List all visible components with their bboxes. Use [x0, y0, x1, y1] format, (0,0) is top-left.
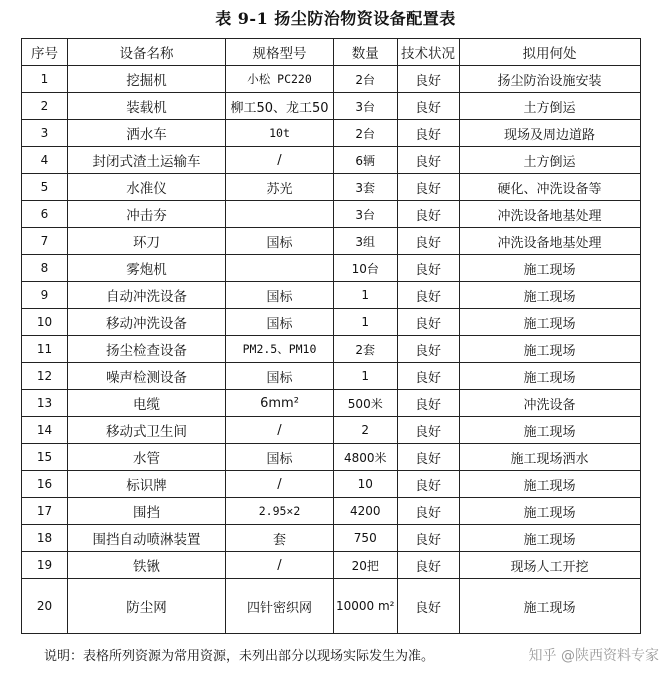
cell-status: 良好	[397, 336, 459, 363]
cell-use: 施工现场	[459, 309, 640, 336]
table-row	[22, 120, 641, 147]
cell-status: 良好	[397, 201, 459, 228]
cell-spec: 苏光	[226, 174, 334, 201]
table-row	[22, 471, 641, 498]
table-row	[22, 282, 641, 309]
cell-spec: 国标	[226, 309, 334, 336]
cell-use: 施工现场	[459, 417, 640, 444]
cell-spec: 柳工50、龙工50	[226, 93, 334, 120]
cell-qty: 3组	[334, 228, 398, 255]
table-row	[22, 66, 641, 93]
cell-status: 良好	[397, 579, 459, 634]
cell-no: 14	[22, 417, 68, 444]
table-row	[22, 93, 641, 120]
cell-name: 装载机	[68, 93, 226, 120]
cell-status: 良好	[397, 552, 459, 579]
cell-name: 移动冲洗设备	[68, 309, 226, 336]
cell-qty: 2套	[334, 336, 398, 363]
cell-spec: 2.95×2	[226, 498, 334, 525]
cell-status: 良好	[397, 471, 459, 498]
cell-qty: 3台	[334, 93, 398, 120]
watermark: 知乎 @陕西资料专家	[528, 648, 659, 664]
cell-status: 良好	[397, 498, 459, 525]
cell-use: 扬尘防治设施安装	[459, 66, 640, 93]
cell-use: 施工现场	[459, 282, 640, 309]
cell-no: 9	[22, 282, 68, 309]
cell-name: 扬尘检查设备	[68, 336, 226, 363]
cell-qty: 1	[334, 282, 398, 309]
cell-status: 良好	[397, 147, 459, 174]
cell-name: 铁锹	[68, 552, 226, 579]
cell-spec: /	[226, 147, 334, 174]
table-title: 表 9-1 扬尘防治物资设备配置表	[215, 9, 456, 28]
cell-use: 土方倒运	[459, 93, 640, 120]
header-name: 设备名称	[68, 39, 226, 66]
cell-no: 8	[22, 255, 68, 282]
table-row	[22, 255, 641, 282]
header-use: 拟用何处	[459, 39, 640, 66]
cell-name: 围挡自动喷淋装置	[68, 525, 226, 552]
cell-status: 良好	[397, 390, 459, 417]
cell-qty: 750	[334, 525, 398, 552]
cell-spec: 国标	[226, 363, 334, 390]
cell-name: 洒水车	[68, 120, 226, 147]
cell-spec: 国标	[226, 282, 334, 309]
cell-name: 封闭式渣土运输车	[68, 147, 226, 174]
table-row	[22, 498, 641, 525]
table-row	[22, 336, 641, 363]
cell-spec: 6mm²	[226, 390, 334, 417]
cell-no: 6	[22, 201, 68, 228]
cell-status: 良好	[397, 417, 459, 444]
cell-name: 挖掘机	[68, 66, 226, 93]
cell-status: 良好	[397, 444, 459, 471]
cell-spec: 国标	[226, 444, 334, 471]
header-qty: 数量	[334, 39, 398, 66]
table-row	[22, 525, 641, 552]
cell-no: 11	[22, 336, 68, 363]
cell-use: 土方倒运	[459, 147, 640, 174]
cell-use: 施工现场	[459, 336, 640, 363]
table-row	[22, 147, 641, 174]
cell-use: 现场及周边道路	[459, 120, 640, 147]
cell-no: 20	[22, 579, 68, 634]
cell-name: 水管	[68, 444, 226, 471]
header-no: 序号	[22, 39, 68, 66]
cell-name: 冲击夯	[68, 201, 226, 228]
cell-spec: 小松 PC220	[226, 66, 334, 93]
cell-spec: 套	[226, 525, 334, 552]
cell-qty: 10台	[334, 255, 398, 282]
cell-no: 5	[22, 174, 68, 201]
cell-status: 良好	[397, 282, 459, 309]
cell-status: 良好	[397, 228, 459, 255]
table-row	[22, 390, 641, 417]
cell-status: 良好	[397, 120, 459, 147]
cell-qty: 4200	[334, 498, 398, 525]
cell-qty: 1	[334, 309, 398, 336]
cell-status: 良好	[397, 174, 459, 201]
table-header-row	[22, 39, 641, 66]
header-spec: 规格型号	[226, 39, 334, 66]
cell-use: 施工现场洒水	[459, 444, 640, 471]
cell-qty: 3套	[334, 174, 398, 201]
cell-status: 良好	[397, 255, 459, 282]
table-row	[22, 444, 641, 471]
cell-no: 10	[22, 309, 68, 336]
cell-status: 良好	[397, 363, 459, 390]
cell-name: 防尘网	[68, 579, 226, 634]
cell-status: 良好	[397, 93, 459, 120]
cell-no: 7	[22, 228, 68, 255]
cell-qty: 2台	[334, 120, 398, 147]
cell-status: 良好	[397, 66, 459, 93]
cell-name: 噪声检测设备	[68, 363, 226, 390]
cell-use: 现场人工开挖	[459, 552, 640, 579]
table-row	[22, 201, 641, 228]
cell-name: 雾炮机	[68, 255, 226, 282]
cell-qty: 10	[334, 471, 398, 498]
cell-spec: /	[226, 552, 334, 579]
table-row	[22, 174, 641, 201]
cell-name: 移动式卫生间	[68, 417, 226, 444]
cell-name: 环刀	[68, 228, 226, 255]
cell-use: 施工现场	[459, 525, 640, 552]
cell-status: 良好	[397, 309, 459, 336]
cell-spec: 国标	[226, 228, 334, 255]
cell-qty: 3台	[334, 201, 398, 228]
header-status: 技术状况	[397, 39, 459, 66]
cell-spec	[226, 255, 334, 282]
equipment-table	[21, 38, 641, 634]
cell-use: 施工现场	[459, 498, 640, 525]
table-row	[22, 579, 641, 634]
cell-no: 1	[22, 66, 68, 93]
cell-no: 2	[22, 93, 68, 120]
cell-use: 施工现场	[459, 579, 640, 634]
cell-qty: 500米	[334, 390, 398, 417]
cell-spec: /	[226, 417, 334, 444]
cell-no: 12	[22, 363, 68, 390]
cell-name: 标识牌	[68, 471, 226, 498]
table-row	[22, 417, 641, 444]
cell-qty: 4800米	[334, 444, 398, 471]
cell-name: 电缆	[68, 390, 226, 417]
cell-no: 13	[22, 390, 68, 417]
cell-spec: /	[226, 471, 334, 498]
cell-use: 施工现场	[459, 363, 640, 390]
cell-spec: 10t	[226, 120, 334, 147]
cell-qty: 1	[334, 363, 398, 390]
cell-use: 冲洗设备	[459, 390, 640, 417]
cell-use: 施工现场	[459, 255, 640, 282]
cell-no: 15	[22, 444, 68, 471]
cell-no: 19	[22, 552, 68, 579]
table-row	[22, 363, 641, 390]
cell-qty: 2	[334, 417, 398, 444]
cell-spec: PM2.5、PM10	[226, 336, 334, 363]
cell-name: 水准仪	[68, 174, 226, 201]
cell-no: 18	[22, 525, 68, 552]
cell-status: 良好	[397, 525, 459, 552]
cell-qty: 2台	[334, 66, 398, 93]
cell-qty: 20把	[334, 552, 398, 579]
cell-no: 4	[22, 147, 68, 174]
table-note: 说明：表格所列资源为常用资源，未列出部分以现场实际发生为准。	[44, 649, 435, 664]
table-row	[22, 309, 641, 336]
cell-name: 围挡	[68, 498, 226, 525]
cell-no: 16	[22, 471, 68, 498]
cell-qty: 6辆	[334, 147, 398, 174]
cell-use: 硬化、冲洗设备等	[459, 174, 640, 201]
cell-no: 17	[22, 498, 68, 525]
cell-no: 3	[22, 120, 68, 147]
cell-qty: 10000 m²	[334, 579, 398, 634]
cell-use: 施工现场	[459, 471, 640, 498]
cell-spec	[226, 201, 334, 228]
table-row	[22, 552, 641, 579]
cell-use: 冲洗设备地基处理	[459, 201, 640, 228]
cell-use: 冲洗设备地基处理	[459, 228, 640, 255]
table-row	[22, 228, 641, 255]
cell-spec: 四针密织网	[226, 579, 334, 634]
cell-name: 自动冲洗设备	[68, 282, 226, 309]
